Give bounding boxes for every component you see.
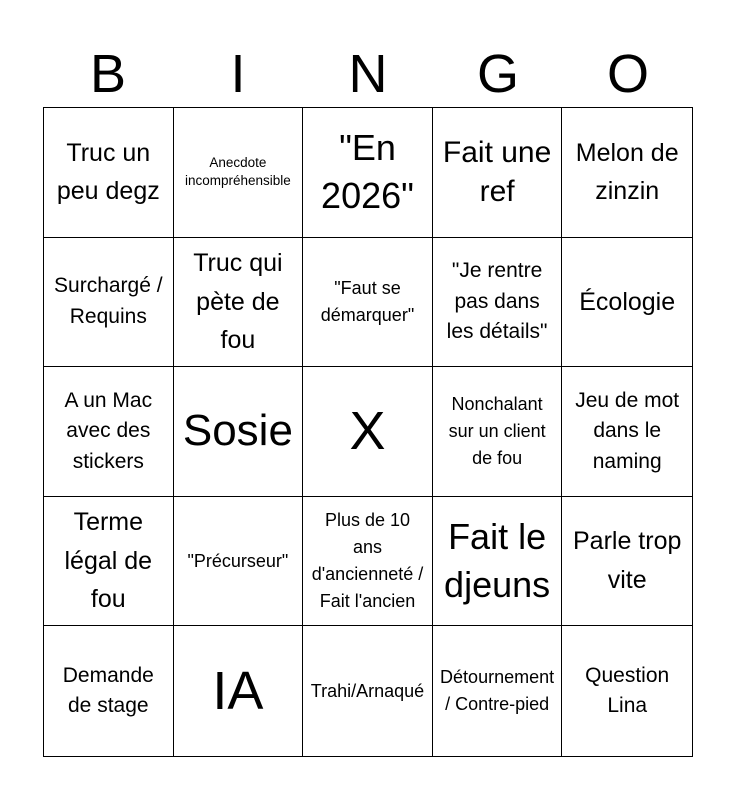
bingo-cell-text: "En 2026"	[321, 126, 414, 217]
bingo-cell[interactable]	[562, 238, 692, 368]
bingo-cell[interactable]	[303, 238, 433, 368]
bingo-cell-text: Truc qui pète de fou	[193, 248, 283, 355]
bingo-cell-text: "Précurseur"	[187, 550, 289, 571]
bingo-cell[interactable]	[44, 108, 174, 238]
bingo-cell[interactable]	[433, 108, 563, 238]
bingo-cell[interactable]	[562, 367, 692, 497]
bingo-cell[interactable]	[174, 626, 304, 756]
bingo-cell-text: A un Mac avec des stickers	[64, 388, 153, 473]
bingo-cell[interactable]	[174, 108, 304, 238]
header-letter-o: O	[606, 44, 649, 104]
bingo-cell-text: Anecdote incompréhensible	[184, 155, 291, 189]
bingo-cell[interactable]	[562, 108, 692, 238]
header-letter-n: N	[348, 44, 388, 104]
bingo-cell[interactable]	[562, 497, 692, 627]
bingo-cell[interactable]	[44, 367, 174, 497]
header-letter-i: I	[230, 44, 246, 104]
header-letter-b: B	[89, 44, 127, 104]
bingo-cell-text: Truc un peu degz	[56, 138, 160, 206]
bingo-cell[interactable]	[174, 497, 304, 627]
bingo-cell-text: Écologie	[579, 287, 676, 316]
bingo-cell[interactable]	[303, 367, 433, 497]
bingo-cell-text: "Faut se démarquer"	[320, 277, 415, 325]
bingo-cell-text: Détournement / Contre-pied	[440, 667, 555, 715]
bingo-cell-text: Demande de stage	[62, 663, 154, 718]
bingo-cell-text: "Je rentre pas dans les détails"	[446, 259, 548, 344]
bingo-cell[interactable]	[433, 497, 563, 627]
bingo-cell-text: Fait le djeuns	[444, 515, 551, 606]
bingo-cell[interactable]	[44, 626, 174, 756]
bingo-cell-text: Parle trop vite	[573, 527, 682, 595]
bingo-cell[interactable]	[44, 497, 174, 627]
bingo-cell-text: Question Lina	[585, 663, 670, 718]
bingo-header	[43, 40, 693, 108]
bingo-cell-text: IA	[212, 661, 264, 722]
bingo-board	[43, 107, 693, 757]
bingo-cell[interactable]	[174, 238, 304, 368]
header-letter-g: G	[476, 44, 519, 104]
bingo-cell-text: Melon de zinzin	[575, 138, 679, 206]
bingo-cell[interactable]	[433, 626, 563, 756]
bingo-cell-text: Jeu de mot dans le naming	[575, 388, 680, 473]
bingo-cell[interactable]	[303, 626, 433, 756]
bingo-cell-text: Sosie	[182, 406, 293, 456]
bingo-cell[interactable]	[562, 626, 692, 756]
bingo-cell[interactable]	[303, 108, 433, 238]
bingo-cell-text: Plus de 10 ans d'ancienneté / Fait l'ancien	[311, 510, 424, 612]
bingo-cell-text: Terme légal de fou	[64, 507, 153, 614]
bingo-cell-text: Surchargé / Requins	[54, 274, 163, 328]
bingo-cell-text: Fait une ref	[442, 136, 552, 209]
bingo-cell-text: Nonchalant sur un client de fou	[448, 393, 546, 468]
bingo-cell[interactable]	[433, 238, 563, 368]
bingo-cell-text: X	[349, 401, 386, 462]
bingo-cell[interactable]	[433, 367, 563, 497]
bingo-cell[interactable]	[303, 497, 433, 627]
bingo-cell-text: Trahi/Arnaqué	[310, 680, 425, 701]
bingo-cell[interactable]	[174, 367, 304, 497]
bingo-cell[interactable]	[44, 238, 174, 368]
